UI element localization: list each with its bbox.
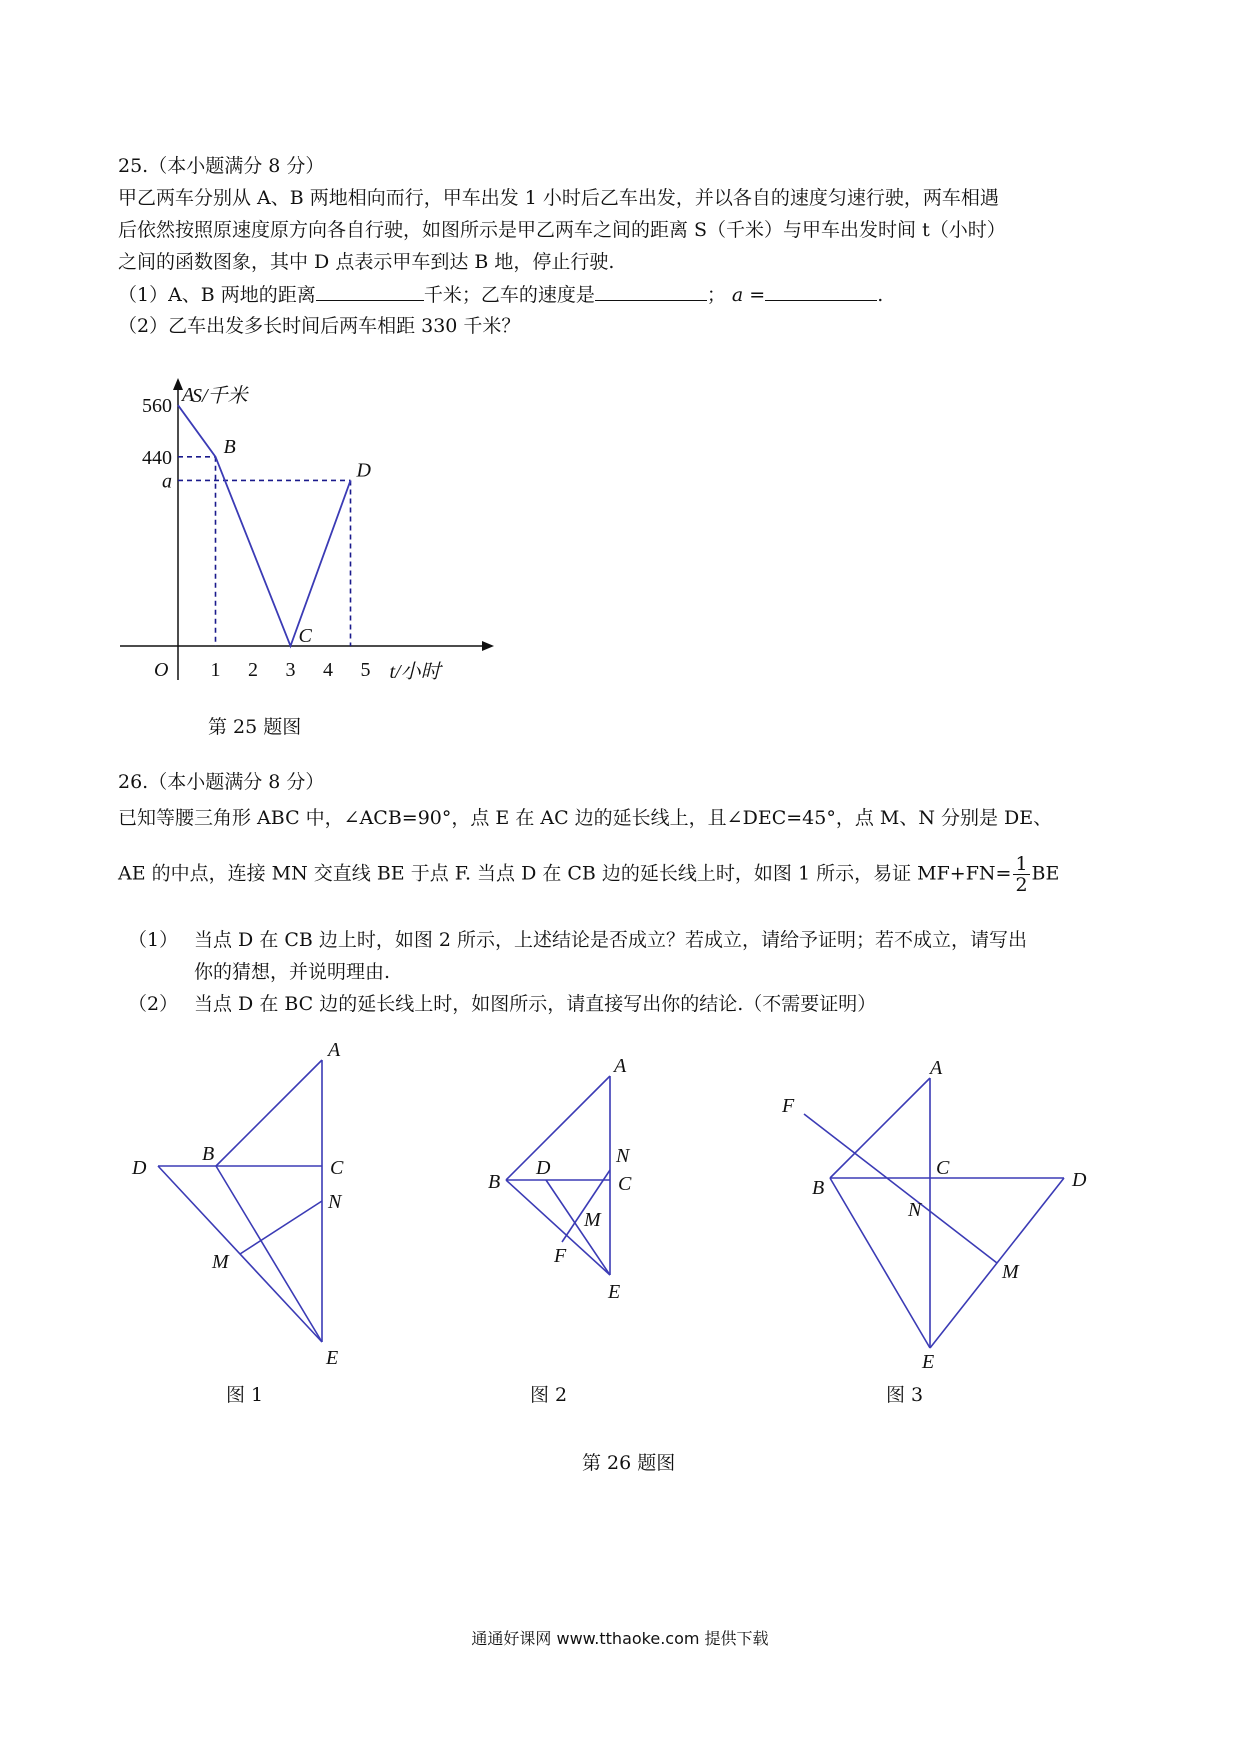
fig1-label-e: E xyxy=(326,1347,339,1369)
q25-sub1-separator: ； xyxy=(706,284,726,306)
q26-para-2-text: AE 的中点，连接 MN 交直线 BE 于点 F. 当点 D 在 CB 边的延长线上时，如图 1 所示，易证 MF+FN= xyxy=(118,862,1012,885)
fig1-label-c: C xyxy=(330,1157,344,1179)
q26-para-2-end: BE xyxy=(1031,862,1060,885)
fig3-segment-fm xyxy=(804,1114,997,1263)
q25-sub1-a-label: a = xyxy=(731,284,766,306)
fig1-label-d: D xyxy=(132,1157,147,1179)
fraction-numerator: 1 xyxy=(1015,853,1028,875)
distance-time-graph xyxy=(110,370,510,700)
x-axis-label: t/小时 xyxy=(389,661,441,683)
q26-item-2-number: （2） xyxy=(128,993,179,1015)
y-axis-label: S/千米 xyxy=(192,385,248,407)
page-footer: 通通好课网 www.tthaoke.com 提供下载 xyxy=(471,1629,769,1648)
q25-subquestion-2: （2）乙车出发多长时间后两车相距 330 千米？ xyxy=(118,315,521,337)
point-label-a: A xyxy=(182,384,195,407)
fig1-segment-be xyxy=(216,1166,322,1342)
q25-subquestion-1 xyxy=(118,282,883,307)
point-label-b: B xyxy=(223,435,236,458)
fig1-label-n: N xyxy=(328,1191,342,1213)
q26-item-1-number: （1） xyxy=(128,929,179,951)
q25-para-3: 之间的函数图象，其中 D 点表示甲车到达 B 地，停止行驶. xyxy=(118,251,615,273)
origin-label: O xyxy=(154,659,169,681)
fig3-label-e: E xyxy=(922,1351,935,1370)
fig3-caption: 图 3 xyxy=(886,1384,924,1406)
fig3-label-d: D xyxy=(1072,1169,1087,1191)
fig1-label-b: B xyxy=(202,1143,215,1165)
fig2-segment-ab xyxy=(506,1076,610,1180)
fig1-segment-ab xyxy=(216,1060,322,1166)
answer-blank-distance[interactable] xyxy=(316,282,424,301)
q26-item-1-line-1: 当点 D 在 CB 边上时，如图 2 所示，上述结论是否成立？若成立，请给予证明；若不成立，请写出 xyxy=(194,929,1028,951)
geometry-figure-1 xyxy=(120,1030,380,1370)
x-tick-label-5: 5 xyxy=(360,659,371,681)
fig3-segment-ab xyxy=(830,1078,930,1178)
y-tick-label-1: 560 xyxy=(142,395,172,418)
q26-para-1: 已知等腰三角形 ABC 中，∠ACB=90°，点 E 在 AC 边的延长线上，且∠DEC=45°，点 M、N 分别是 DE、 xyxy=(118,807,1053,829)
fig2-label-d: D xyxy=(536,1157,551,1179)
fig1-label-m: M xyxy=(212,1251,229,1273)
q25-heading: 25.（本小题满分 8 分） xyxy=(118,155,325,177)
x-tick-label-1: 1 xyxy=(210,659,221,681)
geometry-figure-3 xyxy=(760,1050,1120,1370)
fig3-label-a: A xyxy=(930,1057,943,1079)
q26-heading: 26.（本小题满分 8 分） xyxy=(118,771,325,793)
fig2-label-b: B xyxy=(488,1171,501,1193)
fig2-segment-nf xyxy=(562,1170,610,1242)
geometry-figure-2 xyxy=(480,1050,680,1350)
fig2-label-c: C xyxy=(618,1173,632,1195)
q26-figure-caption: 第 26 题图 xyxy=(582,1452,676,1474)
fig1-caption: 图 1 xyxy=(226,1384,264,1406)
fig3-label-f: F xyxy=(782,1095,795,1117)
point-label-d: D xyxy=(356,459,371,482)
answer-blank-a[interactable] xyxy=(765,282,877,301)
q25-para-1: 甲乙两车分别从 A、B 两地相向而行，甲车出发 1 小时后乙车出发，并以各自的速度匀速行驶，两车相遇 xyxy=(118,187,999,209)
fig2-label-f: F xyxy=(554,1245,567,1267)
x-tick-label-2: 2 xyxy=(248,659,258,681)
y-tick-label-3: a xyxy=(162,470,172,493)
answer-blank-speed[interactable] xyxy=(595,282,707,301)
fig2-label-n: N xyxy=(616,1145,630,1167)
q26-item-2-line-1: 当点 D 在 BC 边的延长线上时，如图所示，请直接写出你的结论.（不需要证明） xyxy=(194,993,877,1015)
x-axis-arrow xyxy=(482,641,494,651)
x-tick-label-3: 3 xyxy=(285,659,296,681)
fig3-label-n: N xyxy=(908,1199,922,1221)
fig1-label-a: A xyxy=(328,1039,341,1061)
x-tick-label-4: 4 xyxy=(323,659,333,681)
q25-para-2: 后依然按照原速度原方向各自行驶，如图所示是甲乙两车之间的距离 S（千米）与甲车出发时间 t（小时） xyxy=(118,219,1006,241)
y-tick-label-2: 440 xyxy=(142,446,172,469)
fig3-label-c: C xyxy=(936,1157,950,1179)
q26-item-1-line-2: 你的猜想，并说明理由. xyxy=(194,961,391,983)
fig2-label-e: E xyxy=(608,1281,621,1303)
series-line xyxy=(178,405,351,646)
fig3-label-b: B xyxy=(812,1177,825,1199)
q25-sub1-prefix: （1）A、B 两地的距离 xyxy=(118,284,316,306)
fig2-label-m: M xyxy=(584,1209,601,1231)
q25-sub1-middle: 千米；乙车的速度是 xyxy=(423,284,595,306)
fraction-one-half xyxy=(1013,854,1029,895)
fig2-caption: 图 2 xyxy=(530,1384,568,1406)
q25-sub1-end: . xyxy=(877,284,884,306)
fraction-denominator: 2 xyxy=(1015,874,1028,896)
fig3-label-m: M xyxy=(1002,1261,1019,1283)
point-label-c: C xyxy=(298,625,312,647)
fig2-label-a: A xyxy=(614,1055,627,1077)
q25-figure-caption: 第 25 题图 xyxy=(208,716,302,738)
q26-para-2 xyxy=(118,854,1059,895)
